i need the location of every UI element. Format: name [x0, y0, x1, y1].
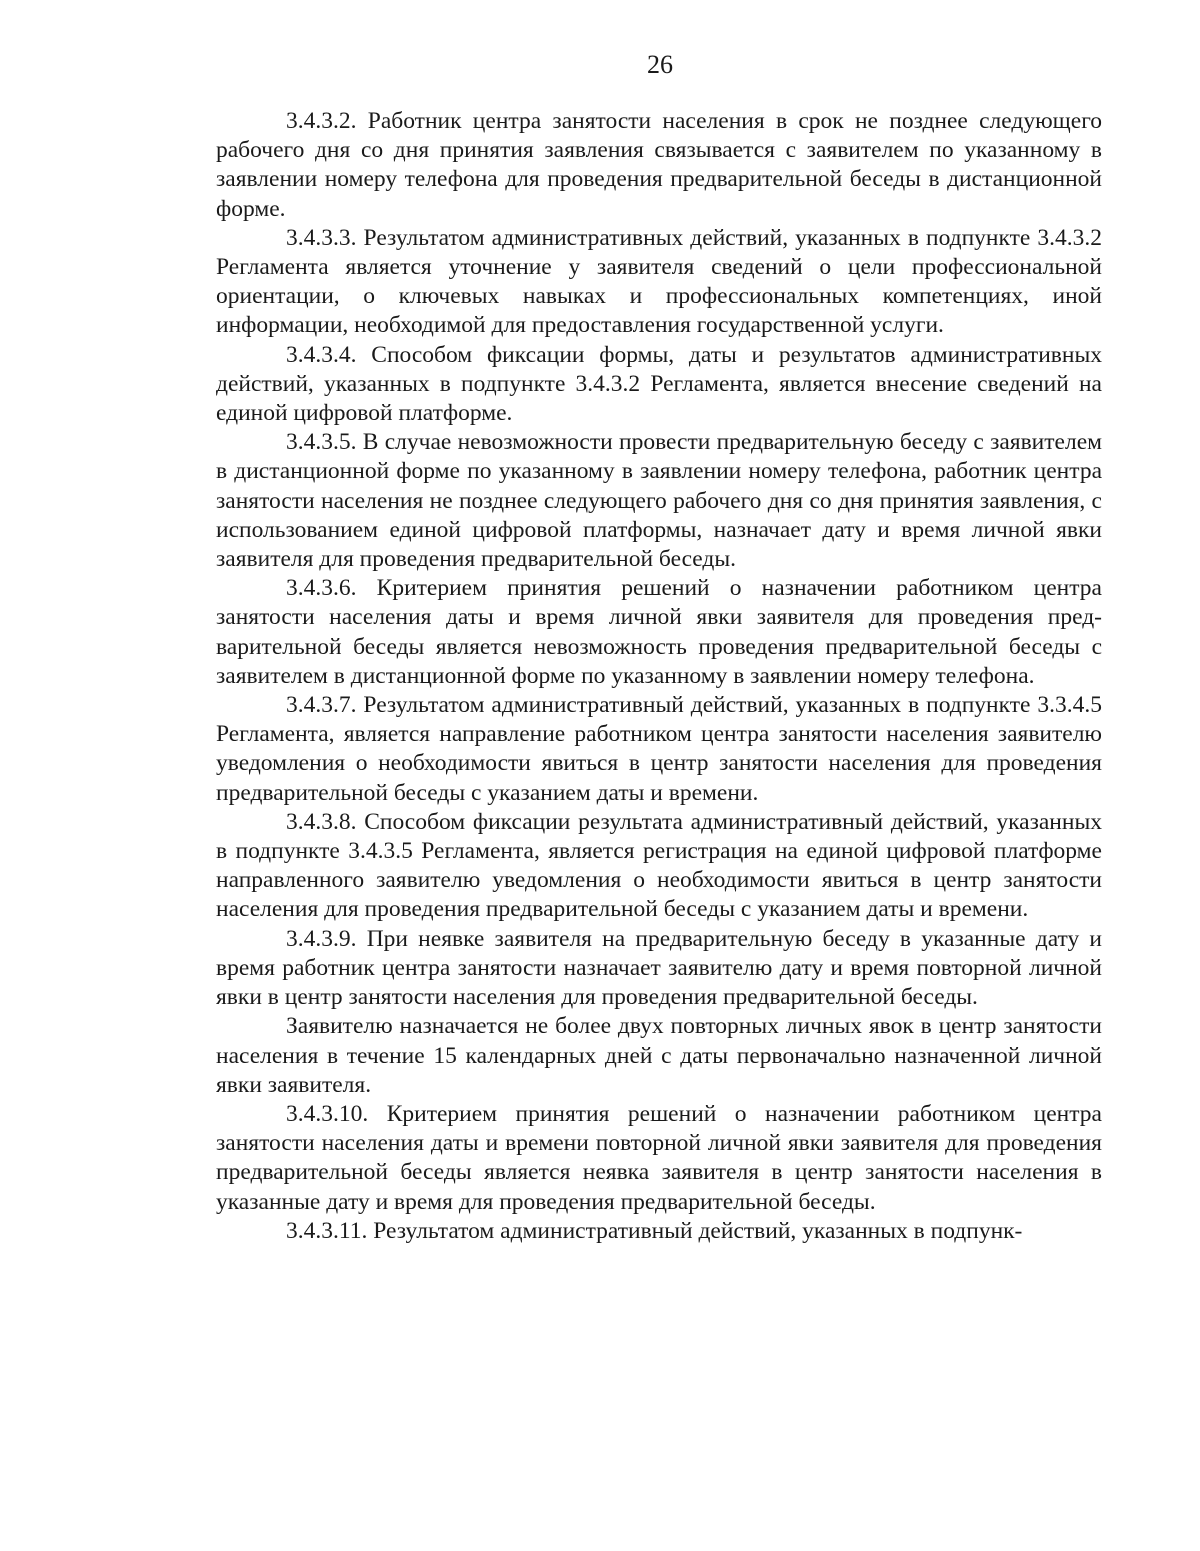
paragraph-3-4-3-6: 3.4.3.6. Критерием принятия решений о назначении работником центра занятости населения даты и время личной явки заявителя для проведения предварительной беседы является невозможность проведения предварительной беседы с заявителем в дистанционной форме по указанному в заявлении номеру телефона. — [216, 575, 1102, 689]
paragraph-3-4-3-2: 3.4.3.2. Работник центра занятости населения в срок не позднее следующего рабочего дня со дня принятия заявления связывается с заявителем по указанному в заявлении номеру телефона для проведения предварительной беседы в дистанционной форме. — [216, 108, 1102, 222]
paragraph-3-4-3-7: 3.4.3.7. Результатом административный действий, указанных в подпункте 3.3.4.5 Регламента, является направление работником центра занятости населения заявителю уведомления о необходимости явиться в центр занятости населения для проведения предварительной беседы с указанием даты и времени. — [216, 692, 1102, 806]
document-body — [216, 107, 1102, 1246]
page-number: 26 — [647, 50, 673, 79]
paragraph-3-4-3-10: 3.4.3.10. Критерием принятия решений о назначении работником центра занятости населения даты и времени повторной личной явки заявителя для проведения предварительной беседы является неявка заявителя в центр занятости населения в указанные дату и время для проведения предварительной беседы. — [216, 1100, 1102, 1215]
paragraph-3-4-3-3: 3.4.3.3. Результатом административных действий, указанных в подпункте 3.4.3.2 Регламента является уточнение у заявителя сведений о цели профессиональной ориентации, о ключевых навыках и профессиональных компетенциях, иной информации, необходимой для предоставления государственной услуги. — [216, 224, 1102, 339]
paragraph-3-4-3-5: 3.4.3.5. В случае невозможности провести предварительную беседу с заявителем в дистанционной форме по указанному в заявлении номеру телефона, работник центра занятости населения не позднее следующего рабочего дня со дня принятия заявления, с использованием единой цифровой платформы, назначает дату и время личной явки заявителя для проведения предварительной беседы. — [216, 429, 1102, 573]
paragraph-3-4-3-8: 3.4.3.8. Способом фиксации результата административный действий, указанных в подпункте 3.4.3.5 Регламента, является регистрация на единой цифровой платформе направленного заявителю уведомления о необходимости явиться в центр занятости населения для проведения предварительной беседы с указанием даты и времени. — [216, 808, 1102, 923]
paragraph-3-4-3-4: 3.4.3.4. Способом фиксации формы, даты и результатов административных действий, указанных в подпункте 3.4.3.2 Регламента, является внесение сведений на единой цифровой платформе. — [216, 341, 1102, 427]
paragraph-3-4-3-9: 3.4.3.9. При неявке заявителя на предварительную беседу в указанные дату и время работник центра занятости назначает заявителю дату и время повторной личной явки в центр занятости населения для проведения предварительной беседы. — [216, 925, 1102, 1011]
paragraph-repeat-visits: Заявителю назначается не более двух повторных личных явок в центр занятости населения в течение 15 календарных дней с даты первоначально назначенной личной явки заявителя. — [216, 1013, 1102, 1098]
paragraph-3-4-3-11: 3.4.3.11. Результатом административный действий, указанных в подпунк- — [286, 1217, 1023, 1244]
